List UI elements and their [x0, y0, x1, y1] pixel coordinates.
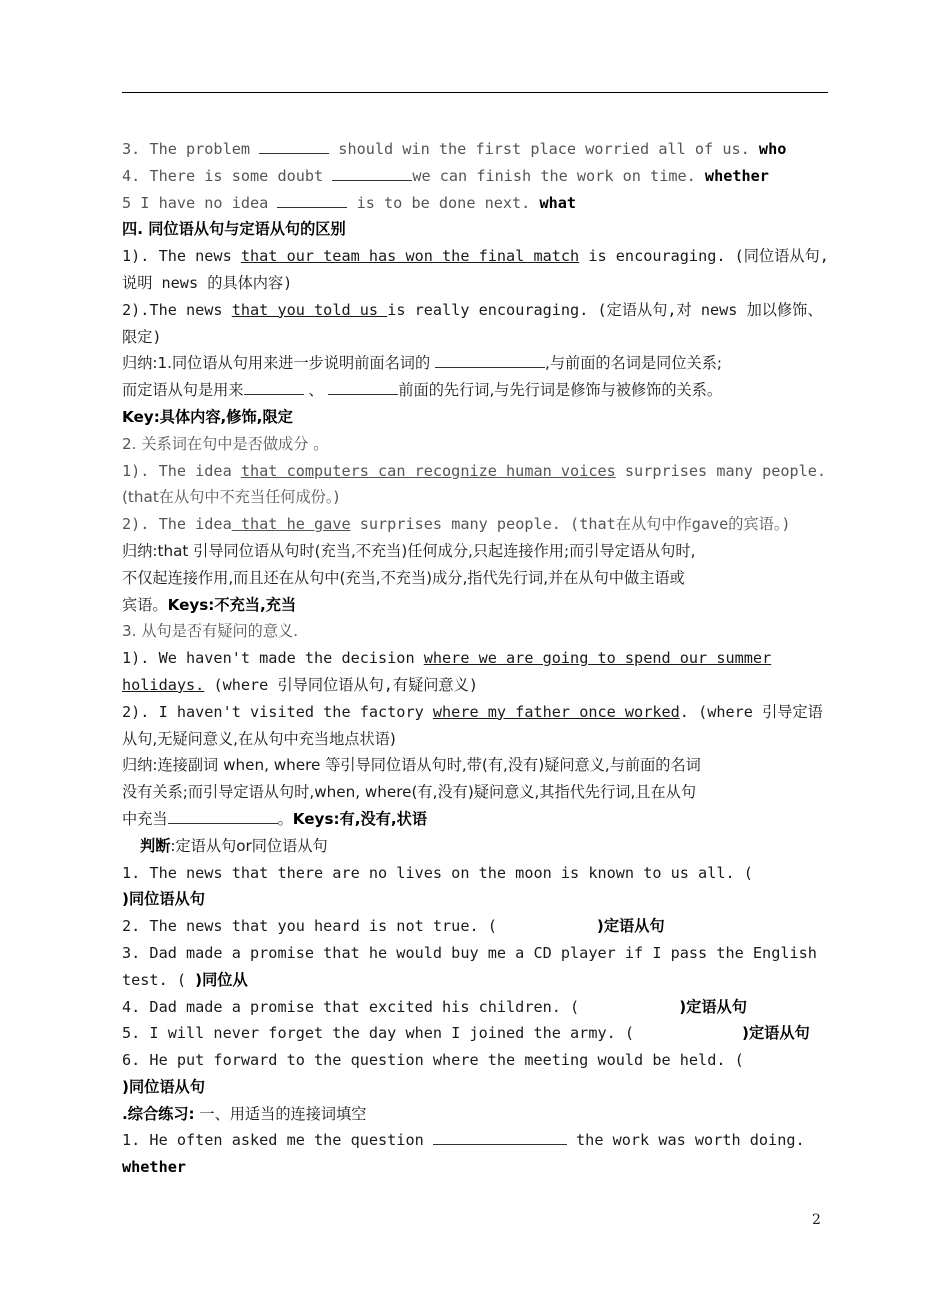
practice-q1-key: whether: [122, 1158, 187, 1177]
practice-q1: 1. He often asked me the question the work was worth doing.: [122, 1131, 805, 1150]
header-rule: [122, 92, 828, 93]
blank: [435, 352, 545, 368]
section-4-heading: 四. 同位语从句与定语从句的区别: [122, 220, 346, 239]
point-3-title: 3. 从句是否有疑问的意义.: [122, 622, 299, 641]
judge-q4: 4. Dad made a promise that excited his children. ( )定语从句: [122, 997, 747, 1016]
judge-title: 判断:定语从句or同位语从句: [140, 836, 328, 855]
point-3-summary-1: 归纳:连接副词 when, where 等引导同位语从句时,带(有,没有)疑问意义,与前面的名词: [122, 756, 701, 775]
point-2-summary-2: 不仅起连接作用,而且还在从句中(充当,不充当)成分,指代先行词,并在从句中做主语或: [122, 568, 685, 587]
s4-example-1-cont: 说明 news 的具体内容): [122, 273, 293, 292]
judge-q6: 6. He put forward to the question where the meeting would be held. (: [122, 1051, 744, 1070]
point-3-example-1: 1). We haven't made the decision where we are going to spend our summer: [122, 649, 772, 668]
point-3-example-2-cont: 从句,无疑问意义,在从句中充当地点状语): [122, 729, 396, 748]
blank: [168, 808, 278, 824]
judge-q6-answer: )同位语从句: [122, 1077, 205, 1096]
point-2-example-1: 1). The idea that computers can recognize human voices surprises many people.: [122, 461, 827, 480]
s4-example-2: 2).The news that you told us is really encouraging. (定语从句,对 news 加以修饰、: [122, 300, 823, 319]
point-3-example-2: 2). I haven't visited the factory where my father once worked. (where 引导定语: [122, 702, 823, 721]
blank: [328, 379, 398, 395]
point-3-summary-3: 中充当 。Keys:有,没有,状语: [122, 809, 428, 828]
judge-q3: 3. Dad made a promise that he would buy me a CD player if I pass the English: [122, 943, 817, 962]
point-2-title: 2. 关系词在句中是否做成分 。: [122, 434, 329, 453]
practice-title: .综合练习: 一、用适当的连接词填空: [122, 1104, 367, 1123]
blank: [433, 1129, 567, 1145]
judge-q1: 1. The news that there are no lives on the moon is known to us all. (: [122, 863, 753, 882]
blank: [332, 165, 412, 181]
page-number: 2: [812, 1212, 821, 1228]
item-4: 4. There is some doubt we can finish the work on time. whether: [122, 166, 769, 185]
item-5: 5 I have no idea is to be done next. what: [122, 193, 577, 212]
blank: [259, 138, 329, 154]
blank: [277, 192, 347, 208]
item-3: 3. The problem should win the first place worried all of us. who: [122, 140, 787, 158]
judge-q2: 2. The news that you heard is not true. ( )定语从句: [122, 917, 665, 936]
point-3-example-1-cont: holidays. (where 引导同位语从句,有疑问意义): [122, 675, 478, 694]
judge-q1-answer: )同位语从句: [122, 890, 205, 909]
blank: [244, 379, 304, 395]
s4-example-1: 1). The news that our team has won the final match is encouraging. (同位语从句,: [122, 247, 829, 266]
point-2-example-1-note: (that在从句中不充当任何成份。): [122, 488, 340, 507]
document-body: [122, 136, 834, 1181]
point-3-summary-2: 没有关系;而引导定语从句时,when, where(有,没有)疑问意义,其指代先行词,且在从句: [122, 783, 697, 802]
point-2-summary-1: 归纳:that 引导同位语从句时(充当,不充当)任何成分,只起连接作用;而引导定语从句时,: [122, 541, 696, 560]
point-2-summary-3: 宾语。Keys:不充当,充当: [122, 595, 297, 614]
summary-1: 归纳:1.同位语从句用来进一步说明前面名词的 ,与前面的名词是同位关系;: [122, 354, 723, 373]
summary-1-cont: 而定语从句是用来 、 前面的先行词,与先行词是修饰与被修饰的关系。: [122, 381, 723, 400]
judge-q5: 5. I will never forget the day when I joined the army. ( )定语从句: [122, 1024, 810, 1043]
judge-q3-cont: test. ( )同位从: [122, 970, 248, 989]
s4-example-2-cont: 限定): [122, 327, 162, 346]
key-1: Key:具体内容,修饰,限定: [122, 407, 293, 426]
point-2-example-2: 2). The idea that he gave surprises many people. (that在从句中作gave的宾语。): [122, 515, 791, 534]
